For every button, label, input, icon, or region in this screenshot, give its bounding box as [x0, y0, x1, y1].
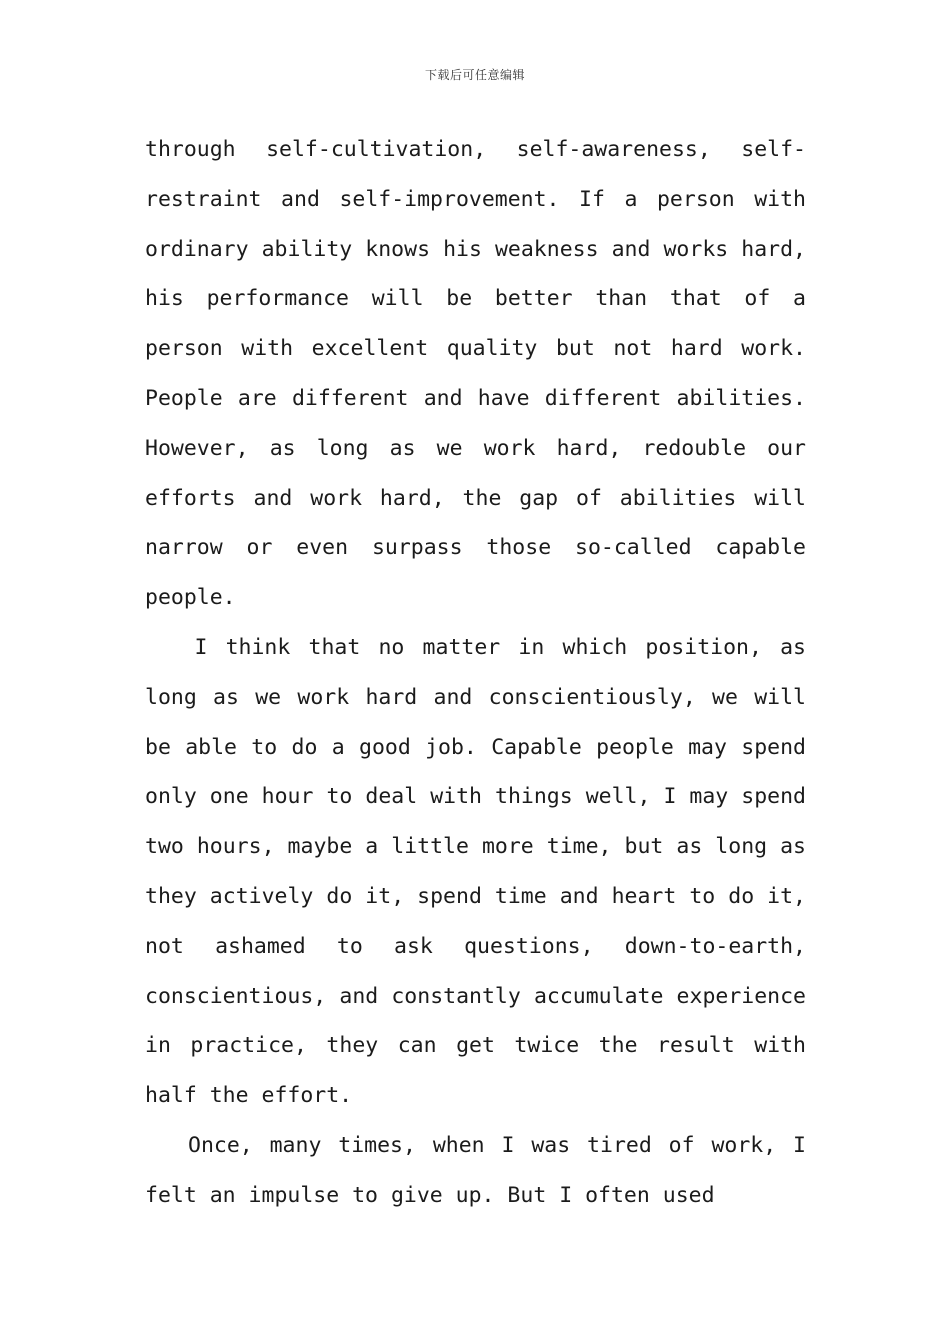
document-body — [145, 125, 806, 1221]
page-header: 下载后可任意编辑 — [424, 68, 525, 82]
paragraph-impulse: Once, many times, when I was tired of work, I felt an impulse to give up. But I often used — [145, 1132, 806, 1208]
paragraph-continuation: through self-cultivation, self-awareness, self-restraint and self-improvement. If a person with ordinary ability knows his weakness and works hard, his performance will be better than that of a person with excellent quality but not hard work. People are different and have different abilities. However, as long as we work hard, redouble our efforts and work hard, the gap of abilities will narrow or even surpass those so-called capable people. — [145, 137, 806, 611]
paragraph-work-hard: I think that no matter in which position, as long as we work hard and conscientiously, we will be able to do a good job. Capable people may spend only one hour to deal with things well, I may spend two hours, maybe a little more time, but as long as they actively do it, spend time and heart to do it, not ashamed to ask questions, down-to-earth, conscientious, and constantly accumulate experience in practice, they can get twice the result with half the effort. — [145, 634, 806, 1109]
